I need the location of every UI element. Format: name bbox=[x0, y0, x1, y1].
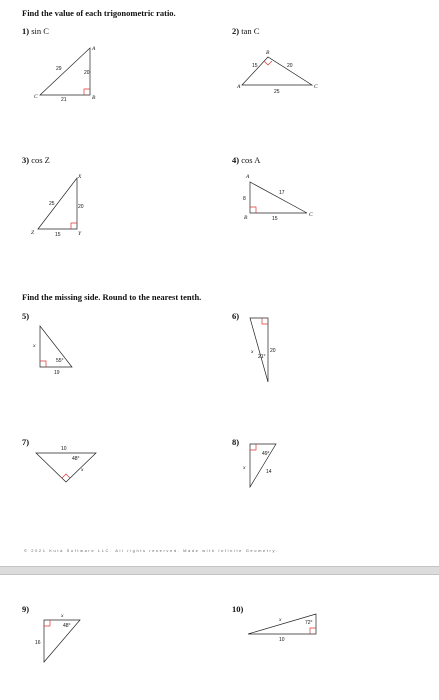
problem-4-prompt: 4) cos A bbox=[232, 155, 261, 165]
vertex-c-label: C bbox=[309, 212, 313, 218]
left-side-label: 15 bbox=[252, 63, 258, 69]
side-label: 14 bbox=[266, 469, 272, 475]
angle-label: 55° bbox=[56, 358, 64, 364]
side-label: 20 bbox=[78, 204, 84, 210]
vertex-b-label: B bbox=[244, 215, 248, 221]
side-label: 20 bbox=[270, 348, 276, 354]
problem-3-prompt: 3) cos Z bbox=[22, 155, 50, 165]
vertex-b-label: B bbox=[92, 95, 96, 101]
vertex-c-label: C bbox=[34, 94, 38, 100]
angle-label: 48° bbox=[63, 623, 71, 629]
problem-2-prompt: 2) tan C bbox=[232, 26, 260, 36]
base-label: 19 bbox=[54, 370, 60, 376]
side-label: 16 bbox=[35, 640, 41, 646]
section-title-missing-side: Find the missing side. Round to the nearest tenth. bbox=[22, 292, 202, 302]
section-title-trig-ratios: Find the value of each trigonometric ratio. bbox=[22, 8, 176, 18]
angle-label: 48° bbox=[72, 456, 80, 462]
problem-5-prompt: 5) bbox=[22, 311, 30, 321]
angle-label: 49° bbox=[262, 451, 270, 457]
hyp-label: 29 bbox=[56, 66, 62, 72]
base-label: 10 bbox=[279, 637, 285, 643]
base-label: 15 bbox=[55, 232, 61, 238]
vertex-x-label: X bbox=[78, 174, 82, 180]
angle-label: 72° bbox=[305, 620, 313, 626]
x-label: x bbox=[61, 613, 64, 619]
vertex-a-label: A bbox=[237, 84, 241, 90]
problem-8-prompt: 8) bbox=[232, 437, 240, 447]
x-label: x bbox=[33, 343, 36, 349]
vertex-c-label: C bbox=[314, 84, 318, 90]
hyp-label: 25 bbox=[49, 201, 55, 207]
vertex-z-label: Z bbox=[31, 230, 35, 236]
problem-7-prompt: 7) bbox=[22, 437, 30, 447]
angle-label: 21° bbox=[258, 354, 266, 360]
top-side-label: 10 bbox=[61, 446, 67, 452]
right-side-label: 20 bbox=[287, 63, 293, 69]
base-label: 15 bbox=[272, 216, 278, 222]
problem-10-prompt: 10) bbox=[232, 604, 244, 614]
problem-1-prompt: 1) sin C bbox=[22, 26, 49, 36]
base-label: 21 bbox=[61, 97, 67, 103]
hyp-label: 17 bbox=[279, 190, 285, 196]
base-label: 25 bbox=[274, 89, 280, 95]
x-label: x bbox=[279, 617, 282, 623]
vertex-y-label: Y bbox=[78, 231, 82, 237]
problem-9-prompt: 9) bbox=[22, 604, 30, 614]
x-label: x bbox=[81, 467, 84, 473]
vertex-b-label: B bbox=[266, 50, 270, 56]
copyright-footer: © 2021 Kuta Software LLC. All rights reserved. Made with Infinite Geometry. bbox=[24, 548, 279, 553]
x-label: x bbox=[251, 349, 254, 355]
side-label: 8 bbox=[243, 196, 246, 202]
vertex-a-label: A bbox=[246, 174, 250, 180]
x-label: x bbox=[243, 465, 246, 471]
vertex-a-label: A bbox=[92, 46, 96, 52]
problem-6-prompt: 6) bbox=[232, 311, 240, 321]
side-label: 20 bbox=[84, 70, 90, 76]
